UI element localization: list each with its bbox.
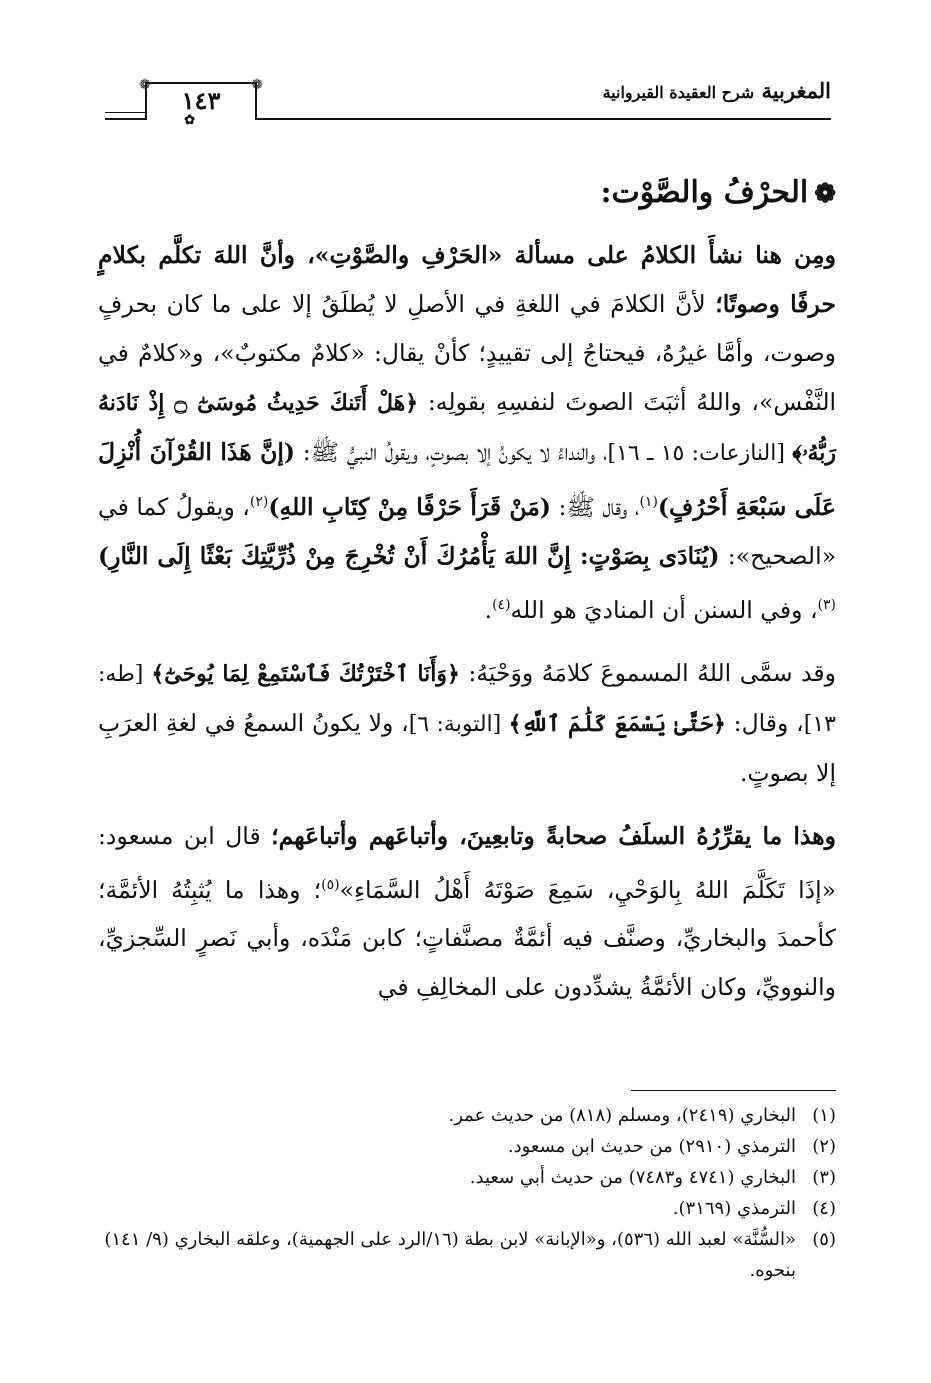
- paragraph-text: ، وقال:: [725, 708, 804, 737]
- running-header: [105, 78, 831, 128]
- section-marker-icon: ❁: [814, 179, 836, 209]
- hadith-text: (إنَّ هَذَا القُرْآنَ أُنْزِلَ عَلَى سَبْعَةِ أَحْرُفٍ): [98, 438, 836, 521]
- footnote-item: [100, 1162, 836, 1193]
- footnote-item: [100, 1100, 836, 1131]
- ornament-icon: ❁: [251, 77, 263, 93]
- footnote-item: [100, 1224, 836, 1286]
- paragraph-1: [98, 231, 836, 635]
- footnote-item: [100, 1193, 836, 1224]
- footnote-text: الترمذي (٢٩١٠) من حديث ابن مسعود.: [507, 1136, 796, 1157]
- footnotes: [100, 1100, 836, 1286]
- page-number-box: [139, 77, 263, 128]
- paragraph-text: وقد سمَّى اللهُ المسموعَ كلامَهُ ووَحْيَهُ:: [459, 658, 836, 687]
- footnote-text: «السُّنَّة» لعبد الله (٥٣٦)، و«الإبانة» لابن بطة (١٦/الرد على الجهمية)، وعلقه البخاري (٩/ ١٤١) بنحوه.: [104, 1229, 796, 1281]
- book-title: [603, 78, 831, 103]
- verse-reference: [التوبة: ٦]: [408, 711, 509, 737]
- footnote-ref[interactable]: (١): [639, 494, 658, 510]
- hadith-text: (مَنْ قَرَأَ حَرْفًا مِنْ كِتَابِ اللهِ): [268, 492, 551, 521]
- book-subtitle: شرح العقيدة القيروانية: [602, 83, 755, 102]
- footnote-ref[interactable]: (٥): [321, 876, 340, 893]
- footnote-number: (١): [812, 1105, 836, 1126]
- paragraph-text: ، ويقولُ كما في «الصحيح»:: [98, 492, 836, 570]
- paragraph-text: قال ابن مسعود:: [98, 821, 272, 850]
- footnote-text: الترمذي (٣١٦٩).: [672, 1198, 796, 1219]
- paragraph-2: [98, 649, 836, 798]
- verse-reference: [النازعات: ١٥ ـ ١٦]: [607, 441, 793, 466]
- paragraph-text: ، والنداءُ لا يكونُ إلا بصوتٍ، ويقولُ النبيُّ ﷺ:: [294, 438, 608, 466]
- paragraph-text: ، وقال ﷺ:: [550, 492, 640, 521]
- section-heading: [98, 170, 836, 217]
- footnote-item: [100, 1131, 836, 1162]
- header-rule-left: [105, 112, 145, 113]
- paragraph-text: ، وفي السنن أن المناديَ هو الله: [510, 595, 818, 624]
- footnote-text: البخاري (٤٧٤١ و٧٤٨٣) من حديث أبي سعيد.: [469, 1167, 796, 1188]
- footnote-text: البخاري (٢٤١٩)، ومسلم (٨١٨) من حديث عمر.: [448, 1105, 796, 1126]
- paragraph-bold-intro: ومِن هنا نشأَ الكلامُ على مسألة «الحَرْفِ والصَّوْتِ»، وأنَّ اللهَ تكلَّم بكلامٍ حرفًا وصوتًا؛: [98, 241, 836, 318]
- paragraph-text: ؛ وهذا ما يُثبِتُهُ الأئمَّة؛ كأحمدَ والبخاريِّ، وصنَّف فيه أئمَّةٌ مصنَّفاتٍ؛ كابن مَنْدَه، وأبي نَصرٍ السِّجزيِّ، والنوويِّ، وكان الأئمَّةُ يشدِّدون على المخالِفِ في: [98, 875, 836, 1002]
- book-title-main: المغربية: [761, 78, 831, 103]
- footnote-number: (٢): [812, 1136, 836, 1157]
- ornament-icon: ❁: [139, 77, 151, 93]
- quote-text: «إذَا تَكَلَّمَ اللهُ بِالوَحْيِ، سَمِعَ صَوْتَهُ أَهْلُ السَّمَاءِ»: [339, 875, 836, 904]
- hadith-text: (يُنَادَى بِصَوْتٍ: إِنَّ اللهَ يَأْمُرُكَ أَنْ تُخْرِجَ مِنْ ذُرِّيَّتِكَ بَعْثًا إِلَى النَّارِ): [98, 541, 720, 570]
- ornament-icon: ✿: [184, 113, 195, 128]
- footnote-number: (٥): [812, 1229, 836, 1250]
- footnote-ref[interactable]: (٤): [492, 596, 511, 613]
- footnote-separator: [631, 1090, 836, 1091]
- main-content: [98, 170, 836, 1012]
- paragraph-bold-intro: وهذا ما يقرِّرُهُ السلَفُ صحابةً وتابعِينَ، وأتباعَهم وأتباعَهم؛: [271, 821, 837, 850]
- footnote-number: (٣): [812, 1167, 836, 1188]
- quran-verse: ﴿حَتَّىٰ يَسْمَعَ كَلَٰمَ ٱللَّهِ﴾: [508, 710, 726, 737]
- footnote-ref[interactable]: (٣): [817, 596, 836, 613]
- paragraph-text: .: [484, 595, 493, 624]
- quran-verse: ﴿وَأَنَا ٱخْتَرْتُكَ فَٱسْتَمِعْ لِمَا يُوحَىٰٓ﴾: [151, 660, 460, 687]
- paragraph-3: [98, 812, 836, 1013]
- paragraph-text: لأنَّ الكلامَ في اللغةِ في الأصلِ لا يُطلَقُ إلا على ما كان بحرفٍ وصوت، وأمَّا غيرُهُ، فيحتاجُ إلى تقييدٍ؛ كأنْ يقال: «كلامٌ مكتوبٌ»، و«كلامٌ في النَّفْس»، واللهُ أثبَتَ الصوتَ لنفسِهِ بقولِه:: [98, 290, 837, 416]
- footnote-ref[interactable]: (٢): [249, 494, 269, 510]
- page-number: ١٤٣: [181, 86, 221, 115]
- verse-reference: [طه: ١٣]: [98, 661, 836, 737]
- footnote-number: (٤): [812, 1198, 836, 1219]
- paragraph-text: ، ولا يكونُ السمعُ في لغةِ العرَبِ إلا بصوتٍ.: [98, 708, 836, 787]
- quran-verse: ﴿هَلْ أَتَنكَ حَدِيثُ مُوسَىٰٓ ۝ إِذْ نَادَنهُ رَبُّهُۥ﴾: [98, 390, 836, 466]
- section-heading-text: الحرْفُ والصَّوْت:: [600, 175, 809, 210]
